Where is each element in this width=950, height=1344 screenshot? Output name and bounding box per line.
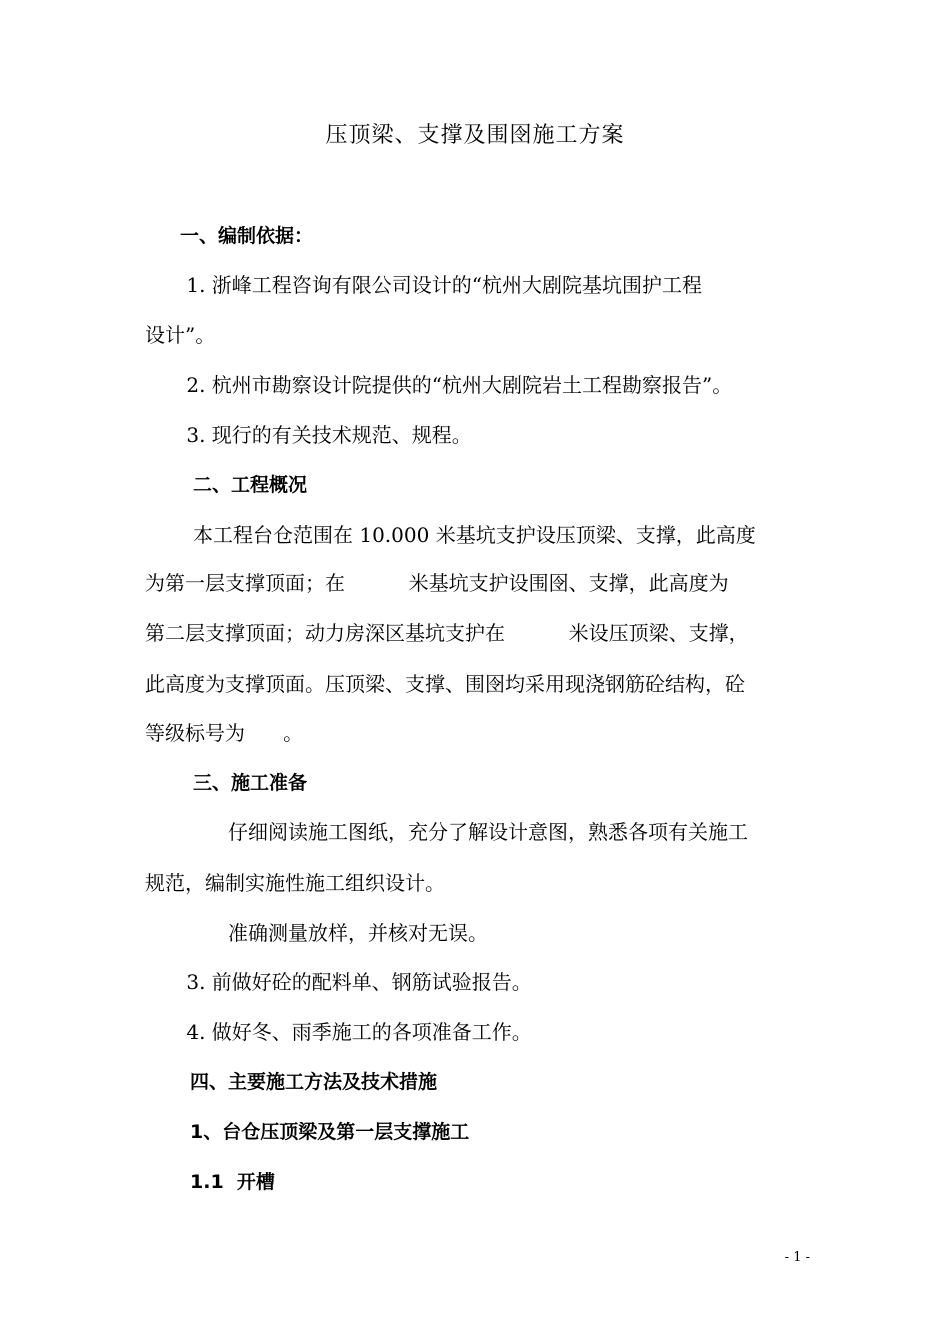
prep-line-1: 仔细阅读施工图纸，充分了解设计意图，熟悉各项有关施工 (228, 820, 748, 844)
section-heading-preparation: 三、施工准备 (193, 772, 308, 794)
overview-line-5: 等级标号为 。 (145, 721, 304, 745)
page-number: - 1 - (784, 1250, 810, 1265)
basis-item-2: 2. 杭州市勘察设计院提供的“杭州大剧院岩土工程勘察报告”。 (180, 373, 733, 397)
basis-item-1-line-2: 设计”。 (145, 323, 216, 347)
basis-item-1-line-1: 1. 浙峰工程咨询有限公司设计的“杭州大剧院基坑围护工程 (180, 273, 703, 297)
overview-line-2: 为第一层支撑顶面；在 米基坑支护设围囹、支撑，此高度为 (145, 571, 729, 595)
basis-item-3: 3. 现行的有关技术规范、规程。 (180, 423, 472, 447)
subsection-heading-1-1: 1.1 开槽 (190, 1171, 275, 1193)
prep-item-3: 3. 前做好砼的配料单、钢筋试验报告。 (180, 970, 532, 994)
section-heading-basis: 一、编制依据： (180, 225, 314, 247)
overview-line-4: 此高度为支撑顶面。压顶梁、支撑、围囹均采用现浇钢筋砼结构，砼 (145, 672, 745, 696)
document-title: 压顶梁、支撑及围囹施工方案 (325, 123, 625, 148)
prep-line-2: 规范，编制实施性施工组织设计。 (145, 871, 445, 895)
section-heading-overview: 二、工程概况 (193, 474, 308, 496)
prep-item-4: 4. 做好冬、雨季施工的各项准备工作。 (180, 1020, 532, 1044)
subsection-heading-1: 1、台仓压顶梁及第一层支撑施工 (190, 1121, 470, 1143)
prep-line-3: 准确测量放样，并核对无误。 (228, 921, 488, 945)
overview-line-3: 第二层支撑顶面；动力房深区基坑支护在 米设压顶梁、支撑， (145, 621, 749, 645)
section-heading-methods: 四、主要施工方法及技术措施 (190, 1071, 438, 1093)
overview-line-1: 本工程台仓范围在 10.000 米基坑支护设压顶梁、支撑，此高度 (193, 523, 756, 547)
